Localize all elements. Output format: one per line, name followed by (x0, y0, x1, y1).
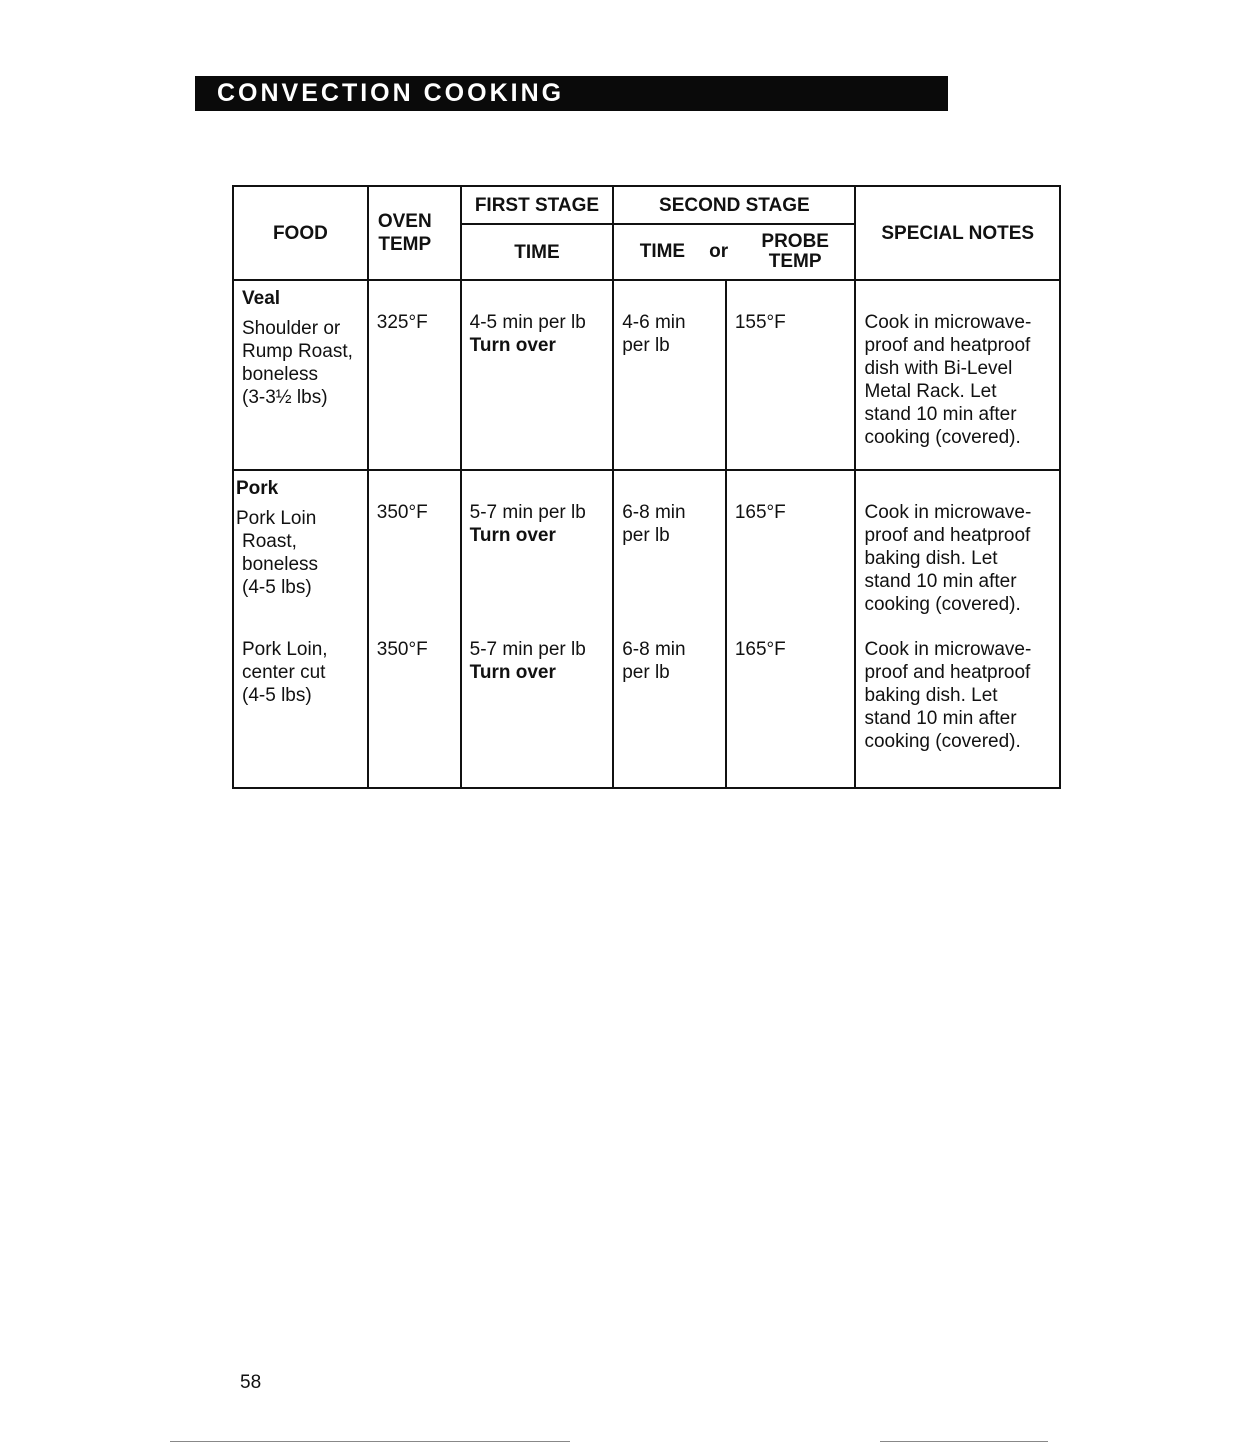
probe-temp-cell: 155°F (726, 280, 856, 470)
oven-temp-header (368, 186, 461, 280)
page-number: 58 (240, 1372, 262, 1393)
second-stage-subheader (613, 224, 855, 280)
second-stage-time-cell: 6-8 min per lb (613, 470, 726, 638)
table-row-pork-loin-center (233, 638, 1060, 788)
cooking-chart-table (232, 185, 1061, 789)
first-stage-cell: 4-5 min per lb Turn over (461, 280, 614, 470)
probe-temp-cell: 165°F (726, 470, 856, 638)
first-stage-cell: 5-7 min per lb Turn over (461, 638, 614, 788)
footer-rule-left (170, 1441, 570, 1442)
first-stage-time-header: TIME (461, 224, 614, 280)
notes-cell: Cook in microwave- proof and heatproof baking dish. Let stand 10 min after cooking (covered). (855, 470, 1060, 638)
oven-temp-cell: 350°F (368, 470, 461, 638)
second-stage-time-header: TIME (639, 241, 686, 263)
oven-temp-cell: 350°F (368, 638, 461, 788)
table-row-veal-shoulder (233, 280, 1060, 470)
oven-temp-header-text: OVEN TEMP (377, 211, 432, 255)
food-header: FOOD (233, 186, 368, 280)
second-stage-time-cell: 4-6 min per lb (613, 280, 726, 470)
or-label: or (709, 241, 729, 263)
footer-rule-right (880, 1441, 1048, 1442)
food-cell: Veal Shoulder or Rump Roast, boneless (3-3½ lbs) (233, 280, 368, 470)
second-stage-time-cell: 6-8 min per lb (613, 638, 726, 788)
special-notes-header: SPECIAL NOTES (855, 186, 1060, 280)
table-row-pork-loin-roast (233, 470, 1060, 638)
notes-cell: Cook in microwave- proof and heatproof baking dish. Let stand 10 min after cooking (covered). (855, 638, 1060, 788)
probe-temp-header: PROBE TEMP (761, 231, 829, 272)
first-stage-header: FIRST STAGE (461, 186, 614, 224)
second-stage-header: SECOND STAGE (613, 186, 855, 224)
probe-temp-cell: 165°F (726, 638, 856, 788)
oven-temp-cell: 325°F (368, 280, 461, 470)
food-cell: Pork Pork Loin Roast, boneless (4-5 lbs) (233, 470, 368, 638)
category-label-pork: Pork (236, 478, 279, 499)
section-title-banner: CONVECTION COOKING (195, 76, 948, 111)
header-row-top (233, 186, 1060, 224)
category-label-veal: Veal (242, 288, 281, 309)
notes-cell: Cook in microwave- proof and heatproof dish with Bi-Level Metal Rack. Let stand 10 min after cooking (covered). (855, 280, 1060, 470)
food-cell: Pork Loin, center cut (4-5 lbs) (233, 638, 368, 788)
first-stage-cell: 5-7 min per lb Turn over (461, 470, 614, 638)
